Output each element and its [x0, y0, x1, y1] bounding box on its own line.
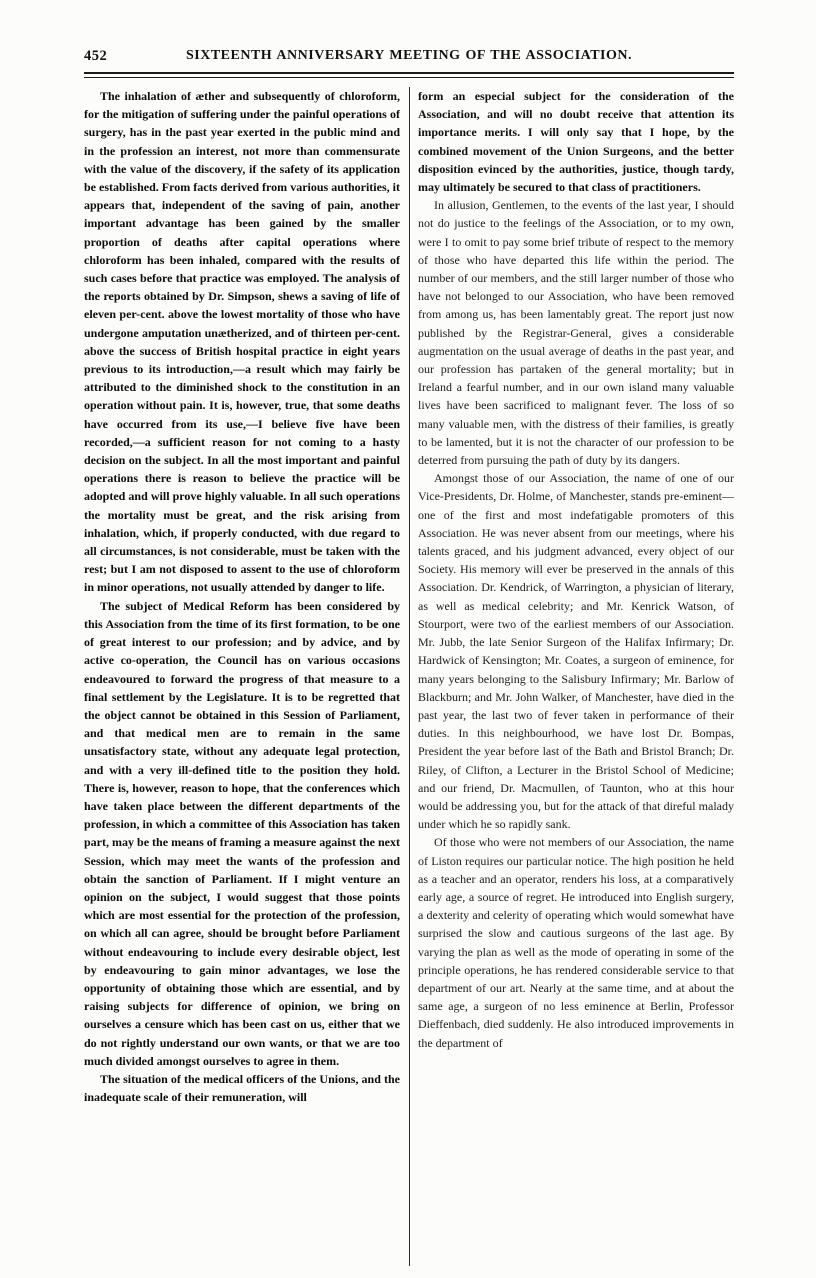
- left-column: [84, 87, 400, 1266]
- right-column: [418, 87, 734, 1266]
- paragraph: Of those who were not members of our Association, the name of Liston requires our particular notice. The high position he held as a teacher and an operator, renders his loss, at a comparatively early age, a source of regret. He introduced into English surgery, a dexterity and celerity of operating which would somewhat have surprised the slow and cautious surgeons of the last age. By varying the plan as well as the mode of operating in some of the principle operations, he has rendered considerable service to that department of our art. Nearly at the same time, and at about the same age, a surgeon of no less eminence at Berlin, Professor Dieffenbach, died suddenly. He also introduced improvements in the department of: [418, 835, 734, 1050]
- header-double-rule: [84, 72, 734, 78]
- page-header: [84, 46, 734, 68]
- paragraph: In allusion, Gentlemen, to the events of the last year, I should not do justice to the feelings of the Association, or to my own, were I to omit to pay some brief tribute of respect to the memory of those who have departed this life within the period. The number of our members, and the still larger number of those who have not belonged to our Association, who have been removed from among us, has been lamentably great. The report just now published by the Registrar-General, gives a considerable augmentation on the usual average of deaths in the past year, and our profession has partaken of the general mortality; but in Ireland a fearful number, and in our own island many valuable lives have been sacrificed to malignant fever. The loss of so many valuable men, with the distress of their families, is greatly to be lamented, but it is not the character of our profession to be deterred from pursuing the path of duty by its dangers.: [418, 198, 734, 468]
- page-title: SIXTEENTH ANNIVERSARY MEETING OF THE ASSOCIATION.: [186, 48, 632, 63]
- paragraph: The inhalation of æther and subsequently of chloroform, for the mitigation of suffering under the painful operations of surgery, has in the past year exerted in the public mind and in the profession an interest, not more than commensurate with the value of the discovery, if the safety of its application be established. From facts derived from various authorities, it appears that, independent of the saving of pain, another important advantage has been gained by the smaller proportion of deaths after capital operations where chloroform has been inhaled, compared with the results of such cases before that practice was employed. The analysis of the reports obtained by Dr. Simpson, shews a saving of life of eleven per-cent. above the lowest mortality of those who have undergone amputation unætherized, and of thirteen per-cent. above the success of British hospital practice in eight years previous to its introduction,—a result which may fairly be attributed to the diminished shock to the constitution in an operation without pain. It is, however, true, that some deaths have occurred from its use,—I believe five have been recorded,—a sufficient reason for not coming to a hasty decision on the subject. In all the most important and painful operations there is reason to believe the practice will be adopted and will prove highly valuable. In all such operations the mortality must be great, and the risk arising from inhalation, which, if properly conducted, with due regard to all circumstances, is not considerable, must be taken with the rest; but I am not disposed to assent to the use of chloroform in minor operations, not usually attended by danger to life.: [84, 89, 400, 595]
- paragraph: Amongst those of our Association, the name of one of our Vice-Presidents, Dr. Holme, of Manchester, stands pre-eminent—one of the first and most indefatigable promoters of this Association. He was never absent from our meetings, where his talents graced, and his judgment advanced, every object of our Society. His memory will ever be preserved in the annals of this Association. Dr. Kendrick, of Warrington, a physician of literary, as well as medical celebrity; and Mr. Kenrick Watson, of Stourport, were two of the earliest members of our Association. Mr. Jubb, the late Senior Surgeon of the Halifax Infirmary; Dr. Hardwick of Kensington; Mr. Coates, a surgeon of eminence, for many years belonging to the Salisbury Infirmary; Mr. Barlow of Blackburn; and Mr. John Walker, of Manchester, have died in the past year, the last two of fever taken in performance of their duties. In this neighbourhood, we have lost Dr. Bompas, President the year before last of the Bath and Bristol Branch; Dr. Riley, of Clifton, a Lecturer in the Bristol School of Medicine; and our friend, Dr. Macmullen, of Taunton, who at this hour would be addressing you, but for the attack of that direful malady under which he so rapidly sank.: [418, 471, 734, 832]
- text-columns: [84, 87, 734, 1266]
- paragraph-continuation: form an especial subject for the consideration of the Association, and will no doubt receive that attention its importance merits. I will only say that I hope, by the combined movement of the Union Surgeons, and the better disposition evinced by the authorities, justice, though tardy, may ultimately be secured to that class of practitioners.: [418, 89, 734, 195]
- page-number: 452: [84, 48, 108, 64]
- paragraph: The situation of the medical officers of the Unions, and the inadequate scale of their remuneration, will: [84, 1071, 400, 1105]
- column-divider-rule: [409, 87, 410, 1266]
- paragraph: The subject of Medical Reform has been considered by this Association from the time of its first formation, to be one of great interest to our profession; and by advice, and by active co-operation, the Council has on various occasions endeavoured to forward the progress of that measure to a final settlement by the Legislature. It is to be regretted that the object cannot be obtained in this Session of Parliament, and that medical men are to remain in the same unsatisfactory state, without any adequate legal protection, and with a very ill-defined title to the position they hold. There is, however, reason to hope, that the conferences which have taken place between the different departments of the profession, in which a committee of this Association has taken part, may be the means of framing a measure against the next Session, which may meet the wants of the profession and obtain the sanction of Parliament. If I might venture an opinion on the subject, I would suggest that those points which are most essential for the protection of the profession, on which all can agree, should be brought before Parliament without endeavouring to include every desirable object, lest by endeavouring to gain minor advantages, we lose the opportunity of obtaining those which are essential, and by raising subjects for difference of opinion, we bring on ourselves a censure which has been cast on us, either that we do not rightly understand our own wants, or that we are too much divided amongst ourselves to agree in them.: [84, 598, 400, 1068]
